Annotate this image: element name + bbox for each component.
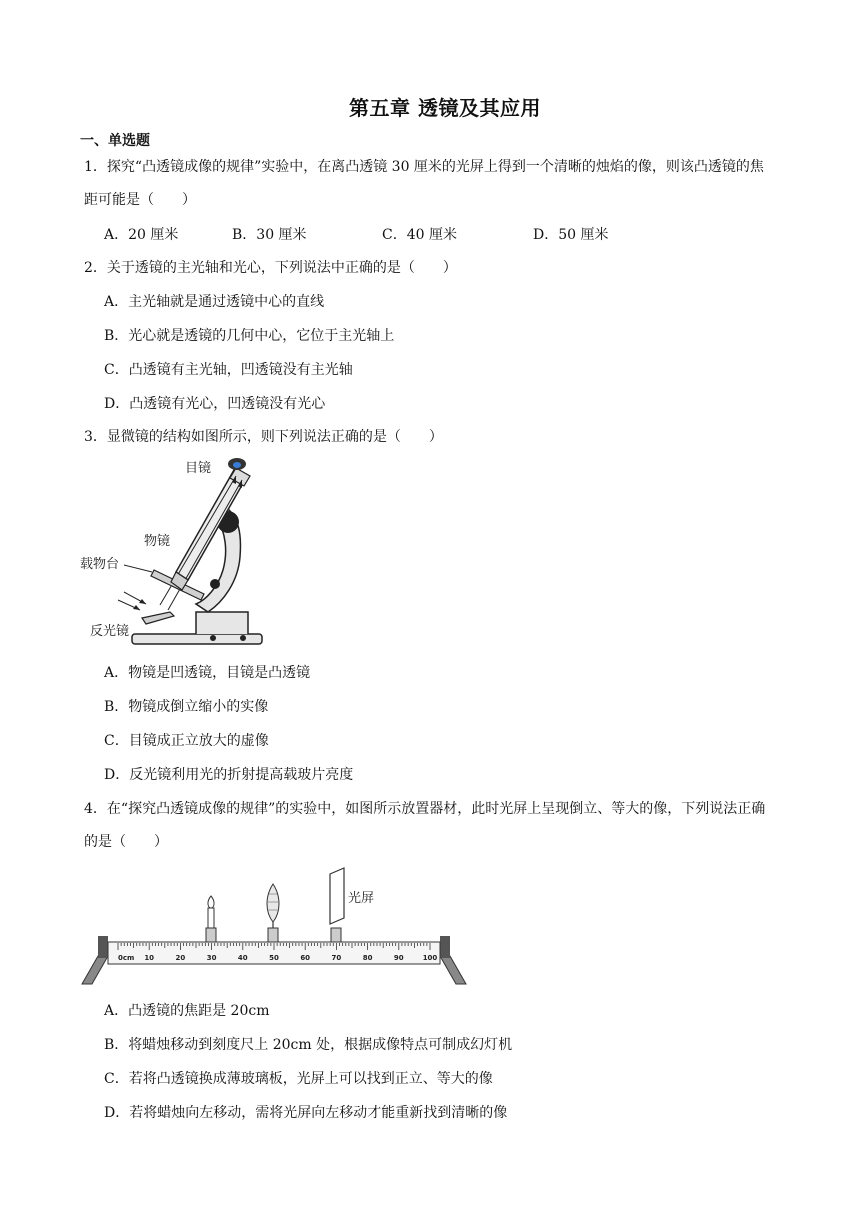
scale-number: 10 xyxy=(144,954,155,962)
scale-number: 90 xyxy=(393,954,404,962)
question-1-option-d[interactable]: D．50 厘米 xyxy=(533,227,609,243)
optical-bench-figure xyxy=(78,860,468,990)
section-heading: 一、单选题 xyxy=(80,133,150,149)
scale-number: 0cm xyxy=(118,954,135,962)
question-4-option-b[interactable]: B．将蜡烛移动到刻度尺上 20cm 处，根据成像特点可制成幻灯机 xyxy=(104,1037,513,1053)
question-4-option-d[interactable]: D．若将蜡烛向左移动，需将光屏向左移动才能重新找到清晰的像 xyxy=(104,1105,508,1121)
question-2-option-c[interactable]: C．凸透镜有主光轴，凹透镜没有主光轴 xyxy=(104,362,353,378)
microscope-figure xyxy=(78,452,278,652)
scale-number: 20 xyxy=(175,954,186,962)
question-4-option-a[interactable]: A．凸透镜的焦距是 20cm xyxy=(104,1003,270,1019)
question-1-stem-line-2: 距可能是（ ） xyxy=(84,192,196,208)
mirror-label: 反光镜 xyxy=(90,624,130,639)
objective-label: 物镜 xyxy=(144,534,171,549)
question-3-option-c[interactable]: C．目镜成正立放大的虚像 xyxy=(104,733,269,749)
scale-number: 30 xyxy=(206,954,217,962)
question-4-option-c[interactable]: C．若将凸透镜换成薄玻璃板，光屏上可以找到正立、等大的像 xyxy=(104,1071,493,1087)
question-3-option-d[interactable]: D．反光镜利用光的折射提高载玻片亮度 xyxy=(104,767,354,783)
question-3-option-a[interactable]: A．物镜是凹透镜，目镜是凸透镜 xyxy=(104,665,311,681)
question-3-stem: 3．显微镜的结构如图所示，则下列说法正确的是（ ） xyxy=(84,429,443,445)
scale-number: 40 xyxy=(237,954,248,962)
scale-number: 80 xyxy=(362,954,373,962)
scale-number: 70 xyxy=(331,954,342,962)
page-title: 第五章 透镜及其应用 xyxy=(349,96,541,120)
question-3-option-b[interactable]: B．物镜成倒立缩小的实像 xyxy=(104,699,269,715)
question-2-option-d[interactable]: D．凸透镜有光心，凹透镜没有光心 xyxy=(104,396,326,412)
question-4-stem-line-2: 的是（ ） xyxy=(84,834,168,850)
question-1-option-c[interactable]: C．40 厘米 xyxy=(382,227,457,243)
question-2-option-a[interactable]: A．主光轴就是通过透镜中心的直线 xyxy=(104,294,325,310)
scale-number: 60 xyxy=(300,954,311,962)
question-1-stem-line-1: 1．探究“凸透镜成像的规律”实验中，在离凸透镜 30 厘米的光屏上得到一个清晰的烛焰的像，则该凸透镜的焦 xyxy=(84,159,764,175)
question-2-option-b[interactable]: B．光心就是透镜的几何中心，它位于主光轴上 xyxy=(104,328,395,344)
question-1-option-b[interactable]: B．30 厘米 xyxy=(232,227,307,243)
question-2-stem: 2．关于透镜的主光轴和光心，下列说法中正确的是（ ） xyxy=(84,260,457,276)
stage-label: 载物台 xyxy=(80,557,120,572)
screen-label: 光屏 xyxy=(348,891,375,906)
eyepiece-label: 目镜 xyxy=(185,461,212,476)
scale-number: 100 xyxy=(422,954,438,962)
question-1-option-a[interactable]: A．20 厘米 xyxy=(104,227,179,243)
question-4-stem-line-1: 4．在“探究凸透镜成像的规律”的实验中，如图所示放置器材，此时光屏上呈现倒立、等大的像，下列说法正确 xyxy=(84,801,766,817)
scale-number: 50 xyxy=(269,954,279,962)
